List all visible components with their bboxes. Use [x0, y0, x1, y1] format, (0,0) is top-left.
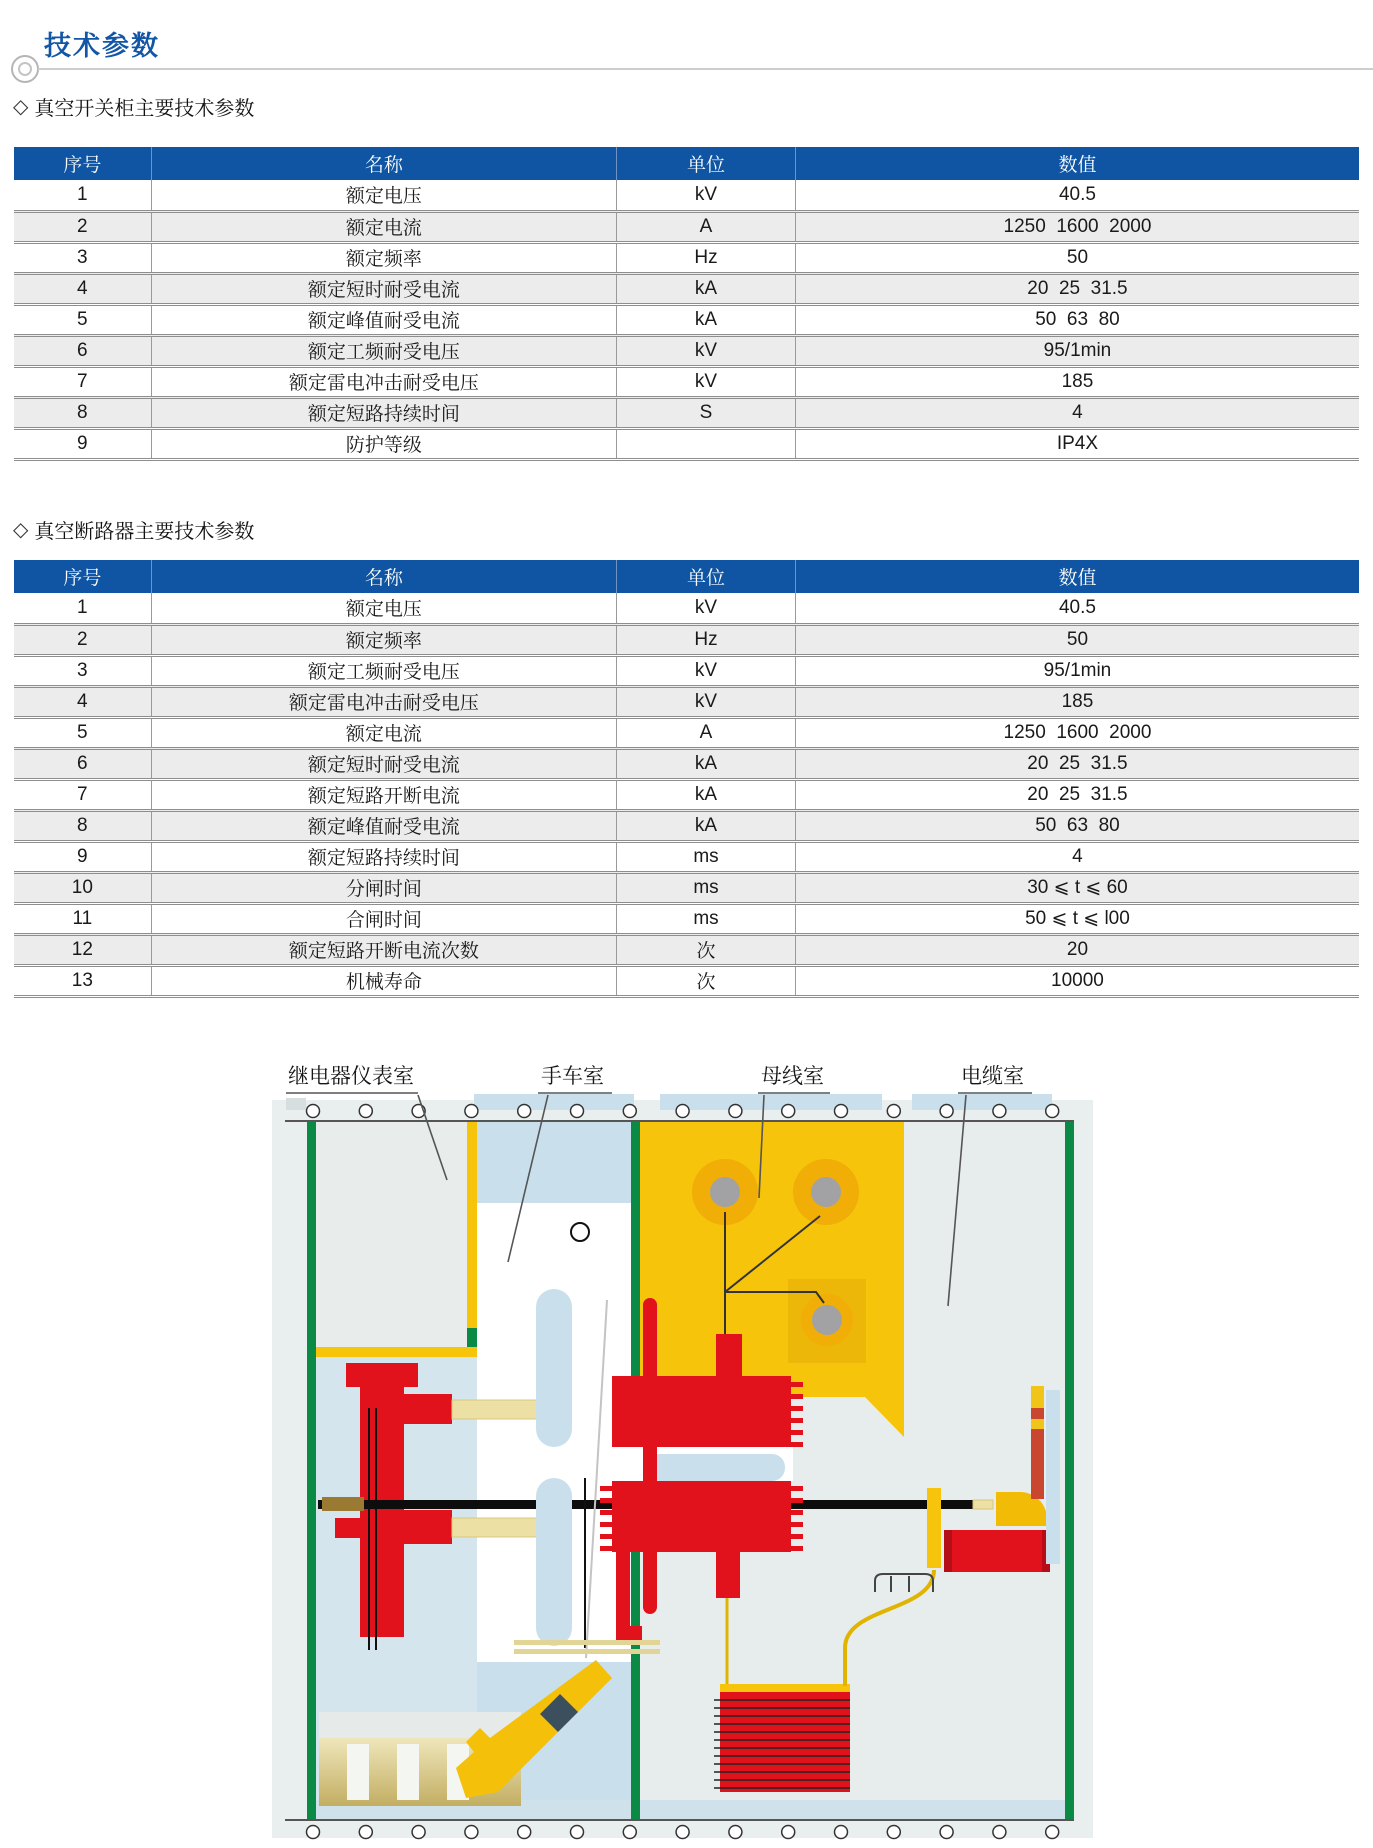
section-ring-icon: [11, 55, 39, 83]
table-cell: 额定电压: [151, 180, 616, 211]
table-cell: 6: [14, 748, 151, 779]
column-header: 序号: [14, 560, 151, 593]
table-cell: kV: [617, 686, 796, 717]
table-row: [14, 655, 1359, 686]
table-cell: 额定短路开断电流: [151, 779, 616, 810]
diagram-label-busbar-room: 母线室: [761, 1065, 824, 1088]
table-cell: kA: [617, 273, 796, 304]
table-row: [14, 965, 1359, 996]
table-row: [14, 304, 1359, 335]
table-cell: kV: [617, 655, 796, 686]
table-cell: 额定短路持续时间: [151, 397, 616, 428]
table-cell: kA: [617, 304, 796, 335]
table-cell: A: [617, 211, 796, 242]
table-row: [14, 779, 1359, 810]
table-cell: 额定峰值耐受电流: [151, 304, 616, 335]
current-transformer: [944, 1530, 1050, 1572]
section-title: 真空开关柜主要技术参数: [34, 98, 255, 120]
bottom-bolts: [307, 1826, 1059, 1839]
table-row: [14, 810, 1359, 841]
table-cell: 额定雷电冲击耐受电压: [151, 366, 616, 397]
table-cell: kV: [617, 593, 796, 624]
table-cell: [617, 428, 796, 459]
table-cell: kV: [617, 335, 796, 366]
column-header: 单位: [617, 560, 796, 593]
table-cell: 50 63 80: [795, 304, 1359, 335]
table-header-row: [14, 147, 1359, 180]
table-cell: 额定短路开断电流次数: [151, 934, 616, 965]
table-cell: 额定电流: [151, 211, 616, 242]
table-cell: 4: [795, 841, 1359, 872]
diagram-label-relay-room: 继电器仪表室: [288, 1065, 414, 1088]
section-title: 真空断路器主要技术参数: [34, 521, 255, 543]
column-header: 序号: [14, 147, 151, 180]
table-cell: 1: [14, 180, 151, 211]
table-row: [14, 335, 1359, 366]
table-cell: 10: [14, 872, 151, 903]
table-row: [14, 624, 1359, 655]
table-cell: 6: [14, 335, 151, 366]
table-row: [14, 841, 1359, 872]
top-bolts: [307, 1105, 1059, 1118]
page-title: 技术参数: [44, 31, 160, 61]
table-cell: Hz: [617, 242, 796, 273]
table-cell: 5: [14, 717, 151, 748]
table-cell: 2: [14, 624, 151, 655]
table-cell: kV: [617, 180, 796, 211]
diagram-label-cable-room: 电缆室: [961, 1065, 1024, 1088]
table-cell: 20 25 31.5: [795, 779, 1359, 810]
table-cell: 额定频率: [151, 242, 616, 273]
table-cell: A: [617, 717, 796, 748]
table-cell: 5: [14, 304, 151, 335]
column-header: 名称: [151, 560, 616, 593]
table-row: [14, 428, 1359, 459]
table-cell: 分闸时间: [151, 872, 616, 903]
table-row: [14, 242, 1359, 273]
table-row: [14, 686, 1359, 717]
table-row: [14, 273, 1359, 304]
table-cell: 额定频率: [151, 624, 616, 655]
table-cell: 50: [795, 242, 1359, 273]
table-cell: S: [617, 397, 796, 428]
table-cell: 13: [14, 965, 151, 996]
table-cell: 额定工频耐受电压: [151, 655, 616, 686]
table-cell: 185: [795, 366, 1359, 397]
table-header-row: [14, 560, 1359, 593]
table-cell: 40.5: [795, 593, 1359, 624]
interlock-hole: [571, 1223, 589, 1241]
table-cell: 8: [14, 397, 151, 428]
table-cell: 1250 1600 2000: [795, 717, 1359, 748]
table-cell: IP4X: [795, 428, 1359, 459]
table-cell: 12: [14, 934, 151, 965]
table-cell: 185: [795, 686, 1359, 717]
table-cell: 4: [795, 397, 1359, 428]
table-cell: 10000: [795, 965, 1359, 996]
header-divider: [38, 68, 1373, 70]
table-cell: 4: [14, 686, 151, 717]
table-cell: kV: [617, 366, 796, 397]
table-row: [14, 397, 1359, 428]
table-cell: 95/1min: [795, 655, 1359, 686]
column-header: 数值: [795, 560, 1359, 593]
diagram-label-handcart-room: 手车室: [541, 1065, 604, 1088]
table-cell: 8: [14, 810, 151, 841]
table-cell: 1250 1600 2000: [795, 211, 1359, 242]
table-row: [14, 717, 1359, 748]
table-cell: 机械寿命: [151, 965, 616, 996]
table-cell: 额定工频耐受电压: [151, 335, 616, 366]
table-cell: 11: [14, 903, 151, 934]
table-cell: 合闸时间: [151, 903, 616, 934]
table-cell: 50 63 80: [795, 810, 1359, 841]
table-cell: 额定峰值耐受电流: [151, 810, 616, 841]
table-cell: 20 25 31.5: [795, 273, 1359, 304]
table-row: [14, 903, 1359, 934]
table-cell: kA: [617, 748, 796, 779]
table-cell: 额定电压: [151, 593, 616, 624]
table-cell: 次: [617, 965, 796, 996]
column-header: 名称: [151, 147, 616, 180]
table-cell: 7: [14, 779, 151, 810]
breaker-parameters-table: [14, 560, 1359, 998]
table-cell: ms: [617, 903, 796, 934]
table-row: [14, 748, 1359, 779]
table-cell: 1: [14, 593, 151, 624]
diamond-bullet-icon: ◇: [13, 519, 29, 541]
table-cell: 额定电流: [151, 717, 616, 748]
table-row: [14, 872, 1359, 903]
table-cell: 50 ⩽ t ⩽ l00: [795, 903, 1359, 934]
diamond-bullet-icon: ◇: [13, 96, 29, 118]
table-cell: 防护等级: [151, 428, 616, 459]
table-cell: 95/1min: [795, 335, 1359, 366]
table-cell: 30 ⩽ t ⩽ 60: [795, 872, 1359, 903]
table-cell: 20 25 31.5: [795, 748, 1359, 779]
table-cell: 额定短时耐受电流: [151, 748, 616, 779]
table-cell: Hz: [617, 624, 796, 655]
table-row: [14, 366, 1359, 397]
table-row: [14, 593, 1359, 624]
table-row: [14, 211, 1359, 242]
table-cell: 9: [14, 428, 151, 459]
table-cell: 9: [14, 841, 151, 872]
table-cell: ms: [617, 872, 796, 903]
table-cell: 20: [795, 934, 1359, 965]
column-header: 单位: [617, 147, 796, 180]
column-header: 数值: [795, 147, 1359, 180]
table-row: [14, 180, 1359, 211]
table-row: [14, 934, 1359, 965]
table-cell: 额定短时耐受电流: [151, 273, 616, 304]
switchgear-cross-section-diagram: [0, 1040, 1373, 1848]
switchgear-parameters-table: [14, 147, 1359, 461]
sensor-pole: [1031, 1386, 1044, 1499]
table-cell: 40.5: [795, 180, 1359, 211]
cable-termination-stack: [720, 1692, 850, 1792]
section-heading-switchgear: [13, 92, 254, 121]
table-cell: 50: [795, 624, 1359, 655]
table-cell: 7: [14, 366, 151, 397]
section-heading-breaker: [13, 515, 254, 544]
table-cell: 额定短路持续时间: [151, 841, 616, 872]
table-cell: 次: [617, 934, 796, 965]
table-cell: kA: [617, 810, 796, 841]
table-cell: ms: [617, 841, 796, 872]
table-cell: 2: [14, 211, 151, 242]
table-cell: 3: [14, 242, 151, 273]
table-cell: 4: [14, 273, 151, 304]
table-cell: 额定雷电冲击耐受电压: [151, 686, 616, 717]
table-cell: 3: [14, 655, 151, 686]
table-cell: kA: [617, 779, 796, 810]
